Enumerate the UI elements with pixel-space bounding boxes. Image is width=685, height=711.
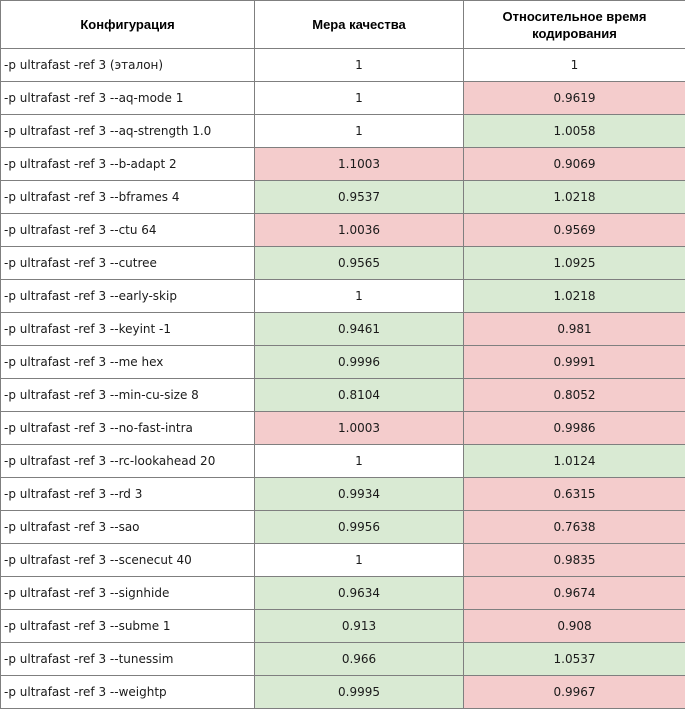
time-cell: 0.9835 [464, 544, 685, 577]
time-cell: 1 [464, 49, 685, 82]
quality-cell: 0.9934 [255, 478, 464, 511]
quality-cell: 0.966 [255, 643, 464, 676]
table-header [1, 1, 685, 49]
time-cell: 1.0537 [464, 643, 685, 676]
time-cell: 0.9986 [464, 412, 685, 445]
config-cell: -p ultrafast -ref 3 --subme 1 [1, 610, 255, 643]
time-cell: 0.981 [464, 313, 685, 346]
table-row [1, 247, 685, 280]
time-cell: 0.9619 [464, 82, 685, 115]
quality-cell: 0.9537 [255, 181, 464, 214]
config-cell: -p ultrafast -ref 3 --aq-strength 1.0 [1, 115, 255, 148]
config-cell: -p ultrafast -ref 3 --ctu 64 [1, 214, 255, 247]
quality-cell: 1.0036 [255, 214, 464, 247]
quality-cell: 0.9634 [255, 577, 464, 610]
header-time: Относительное время кодирования [464, 1, 685, 49]
table-row [1, 280, 685, 313]
time-cell: 0.9069 [464, 148, 685, 181]
config-cell: -p ultrafast -ref 3 --min-cu-size 8 [1, 379, 255, 412]
quality-cell: 1 [255, 49, 464, 82]
table-row [1, 82, 685, 115]
quality-cell: 0.9956 [255, 511, 464, 544]
time-cell: 0.9991 [464, 346, 685, 379]
time-cell: 1.0218 [464, 280, 685, 313]
table-row [1, 181, 685, 214]
table-row [1, 412, 685, 445]
quality-cell: 1.1003 [255, 148, 464, 181]
config-cell: -p ultrafast -ref 3 --early-skip [1, 280, 255, 313]
quality-cell: 1 [255, 445, 464, 478]
time-cell: 0.9674 [464, 577, 685, 610]
time-cell: 1.0218 [464, 181, 685, 214]
config-cell: -p ultrafast -ref 3 (эталон) [1, 49, 255, 82]
quality-cell: 0.8104 [255, 379, 464, 412]
time-cell: 1.0124 [464, 445, 685, 478]
config-cell: -p ultrafast -ref 3 --sao [1, 511, 255, 544]
table-row [1, 214, 685, 247]
config-cell: -p ultrafast -ref 3 --cutree [1, 247, 255, 280]
config-cell: -p ultrafast -ref 3 --no-fast-intra [1, 412, 255, 445]
config-cell: -p ultrafast -ref 3 --bframes 4 [1, 181, 255, 214]
table-row [1, 478, 685, 511]
quality-cell: 0.9995 [255, 676, 464, 709]
quality-cell: 1 [255, 280, 464, 313]
table-row [1, 544, 685, 577]
table-row [1, 445, 685, 478]
config-cell: -p ultrafast -ref 3 --aq-mode 1 [1, 82, 255, 115]
table-row [1, 610, 685, 643]
config-cell: -p ultrafast -ref 3 --signhide [1, 577, 255, 610]
quality-cell: 0.9461 [255, 313, 464, 346]
time-cell: 0.9967 [464, 676, 685, 709]
config-cell: -p ultrafast -ref 3 --me hex [1, 346, 255, 379]
time-cell: 1.0925 [464, 247, 685, 280]
table-row [1, 643, 685, 676]
time-cell: 0.8052 [464, 379, 685, 412]
table-body [1, 49, 685, 709]
table-row [1, 346, 685, 379]
config-cell: -p ultrafast -ref 3 --weightp [1, 676, 255, 709]
quality-cell: 1 [255, 82, 464, 115]
quality-cell: 1 [255, 115, 464, 148]
quality-cell: 0.913 [255, 610, 464, 643]
header-row [1, 1, 685, 49]
config-cell: -p ultrafast -ref 3 --b-adapt 2 [1, 148, 255, 181]
time-cell: 0.908 [464, 610, 685, 643]
table-row [1, 49, 685, 82]
quality-cell: 1 [255, 544, 464, 577]
table-row [1, 313, 685, 346]
table-row [1, 577, 685, 610]
table-row [1, 511, 685, 544]
config-cell: -p ultrafast -ref 3 --tunessim [1, 643, 255, 676]
quality-cell: 1.0003 [255, 412, 464, 445]
header-quality: Мера качества [255, 1, 464, 49]
header-config: Конфигурация [1, 1, 255, 49]
table-row [1, 676, 685, 709]
time-cell: 0.6315 [464, 478, 685, 511]
table-row [1, 115, 685, 148]
time-cell: 0.7638 [464, 511, 685, 544]
config-cell: -p ultrafast -ref 3 --rd 3 [1, 478, 255, 511]
quality-cell: 0.9565 [255, 247, 464, 280]
quality-cell: 0.9996 [255, 346, 464, 379]
config-cell: -p ultrafast -ref 3 --rc-lookahead 20 [1, 445, 255, 478]
time-cell: 0.9569 [464, 214, 685, 247]
table-row [1, 148, 685, 181]
config-cell: -p ultrafast -ref 3 --scenecut 40 [1, 544, 255, 577]
table-row [1, 379, 685, 412]
time-cell: 1.0058 [464, 115, 685, 148]
config-cell: -p ultrafast -ref 3 --keyint -1 [1, 313, 255, 346]
